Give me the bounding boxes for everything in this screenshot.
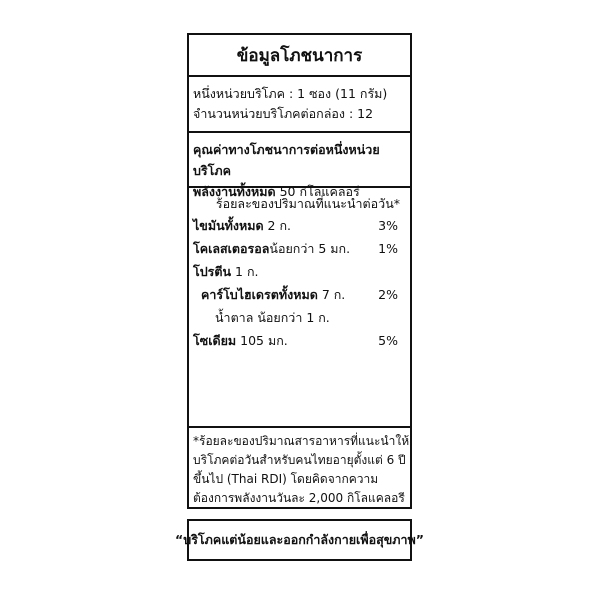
footnote-line: ขึ้นไป (Thai RDI) โดยคิดจากความ xyxy=(193,472,379,486)
total-energy-value: 50 กิโลแคลอรี xyxy=(279,184,360,199)
nutrient-name: คาร์โบไฮเดรตทั้งหมด xyxy=(201,287,318,302)
footnote-line: บริโภคต่อวันสำหรับคนไทยอายุตั้งแต่ 6 ปี xyxy=(193,453,406,467)
footnote xyxy=(189,428,410,509)
nutrient-row-sugar xyxy=(193,306,406,329)
nutrient-row-total-fat xyxy=(193,214,406,237)
nutrient-amount: น้อยกว่า 1 ก. xyxy=(257,310,330,325)
nutrient-amount: 1 ก. xyxy=(235,264,259,279)
nutrient-row-carbohydrate xyxy=(193,283,406,306)
nutrient-amount: 7 ก. xyxy=(321,287,346,302)
nutrient-name: โปรตีน xyxy=(193,264,232,279)
nutrient-name: ไขมันทั้งหมด xyxy=(193,218,264,233)
health-motto: “บริโภคแต่น้อยและออกกำลังกายเพื่อสุขภาพ” xyxy=(187,519,412,561)
footnote-line: *ร้อยละของปริมาณสารอาหารที่แนะนำให้ xyxy=(193,434,410,448)
footnote-line: ต้องการพลังงานวันละ 2,000 กิโลแคลอรี xyxy=(193,491,405,505)
daily-value-header: ร้อยละของปริมาณที่แนะนำต่อวัน* xyxy=(215,196,400,211)
nutrient-row-cholesterol xyxy=(193,237,406,260)
nutrient-name: น้ำตาล xyxy=(215,310,254,325)
nutrient-amount: 105 มก. xyxy=(240,333,288,348)
energy-section xyxy=(189,133,410,199)
label-title: ข้อมูลโภชนาการ xyxy=(189,35,410,77)
nutrient-percent: 3% xyxy=(378,218,398,233)
total-energy-label: พลังงานทั้งหมด xyxy=(193,184,276,199)
nutrition-facts-label xyxy=(187,33,412,509)
nutrient-amount: 2 ก. xyxy=(267,218,292,233)
nutrient-row-protein xyxy=(193,260,406,283)
nutrient-name: โคเลสเตอรอล xyxy=(193,241,270,256)
nutrient-percent: 2% xyxy=(378,287,398,302)
per-serving-heading: คุณค่าทางโภชนาการต่อหนึ่งหน่วยบริโภค xyxy=(193,142,380,178)
servings-per-box: จำนวนหน่วยบริโภคต่อกล่อง : 12 xyxy=(193,106,374,121)
nutrient-amount: น้อยกว่า 5 มก. xyxy=(269,241,351,256)
serving-size: หนึ่งหน่วยบริโภค : 1 ซอง (11 กรัม) xyxy=(193,86,388,101)
nutrients-section xyxy=(189,188,410,428)
nutrient-percent: 1% xyxy=(378,241,398,256)
nutrient-row-sodium xyxy=(193,329,406,352)
nutrient-percent: 5% xyxy=(378,333,398,348)
serving-info xyxy=(189,77,410,133)
nutrient-name: โซเดียม xyxy=(193,333,237,348)
